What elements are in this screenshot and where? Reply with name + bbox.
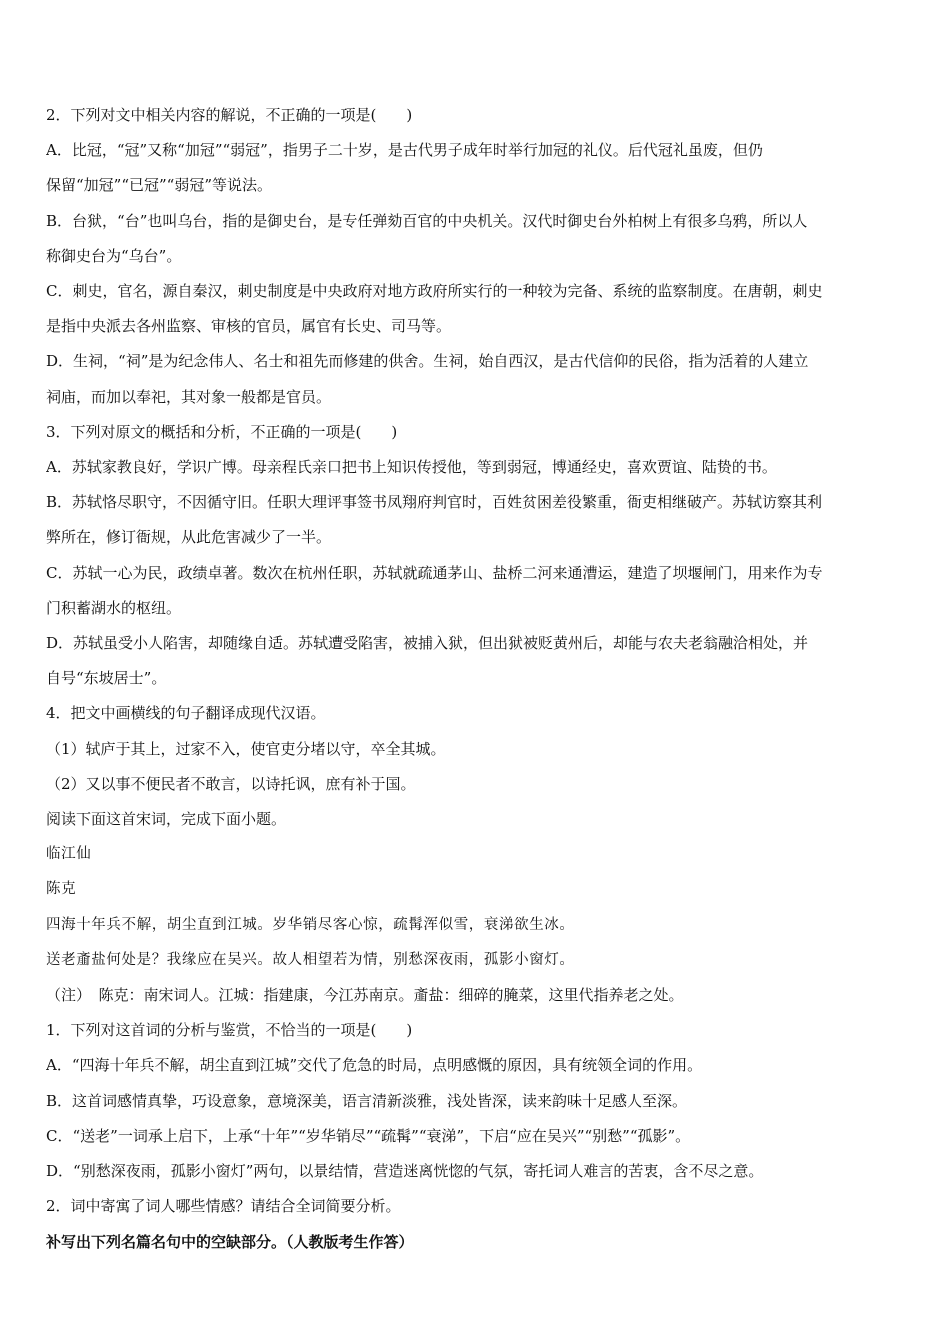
q4-sentence-2: （2）又以事不便民者不敢言，以诗托讽，庶有补于国。: [46, 774, 416, 793]
document-body: [46, 98, 908, 1260]
q2-option-c-line2: 是指中央派去各州监察、审核的官员，属官有长史、司马等。: [46, 317, 452, 336]
q3-option-c-line1: C．苏轼一心为民，政绩卓著。数次在杭州任职，苏轼就疏通茅山、盐桥二河来通漕运，建造了坝堰闸门，用来作为专: [46, 563, 823, 582]
q2-option-a-line2: 保留“加冠”“已冠”“弱冠”等说法。: [46, 176, 273, 195]
q2-option-d-line1: D．生祠，“祠”是为纪念伟人、名士和祖先而修建的供舍。生祠，始自西汉，是古代信仰的民俗，指为活着的人建立: [46, 352, 809, 371]
question-2-stem: 2．下列对文中相关内容的解说，不正确的一项是( ): [46, 106, 413, 124]
q3-option-b-line2: 弊所在，修订衙规，从此危害减少了一半。: [46, 528, 332, 547]
q3-option-b-line1: B．苏轼恪尽职守，不因循守旧。任职大理评事签书凤翔府判官时，百姓贫困差役繁重，衙吏相继破产。苏轼访察其利: [46, 493, 823, 512]
q4-sentence-1: （1）轼庐于其上，过家不入，使官吏分堵以守，卒全其城。: [46, 739, 446, 758]
poem-author: 陈克: [46, 881, 77, 898]
poem-title: 临江仙: [46, 846, 92, 863]
q3-option-d-line2: 自号“东坡居士”。: [46, 669, 167, 688]
q3-option-a: A．苏轼家教良好，学识广博。母亲程氏亲口把书上知识传授他，等到弱冠，博通经史，喜欢贾谊、陆贽的书。: [46, 458, 777, 477]
pq1-option-c: C．“送老”一词承上启下，上承“十年”“岁华销尽”“疏髯”“衰涕”，下启“应在吴兴”“别愁”“孤影”。: [46, 1126, 691, 1145]
q2-option-b-line2: 称御史台为“乌台”。: [46, 246, 182, 265]
poem-question-1-stem: 1．下列对这首词的分析与鉴赏，不恰当的一项是( ): [46, 1021, 413, 1040]
q2-option-d-line2: 祠庙，而加以奉祀，其对象一般都是官员。: [46, 387, 332, 406]
poem-question-2: 2．词中寄寓了词人哪些情感？请结合全词简要分析。: [46, 1197, 401, 1216]
question-3-stem: 3．下列对原文的概括和分析，不正确的一项是( ): [46, 422, 398, 441]
q3-option-c-line2: 门积蓄湖水的枢纽。: [46, 598, 182, 617]
question-4-stem: 4．把文中画横线的句子翻译成现代汉语。: [46, 704, 326, 723]
poem-stanza-2: 送老齑盐何处是？我缘应在吴兴。故人相望若为情，别愁深夜雨，孤影小窗灯。: [46, 951, 575, 968]
section-heading: 补写出下列名篇名句中的空缺部分。（人教版考生作答）: [46, 1232, 414, 1251]
poem-instruction: 阅读下面这首宋词，完成下面小题。: [46, 810, 287, 829]
pq1-option-a: A．“四海十年兵不解，胡尘直到江城”交代了危急的时局，点明感慨的原因，具有统领全词的作用。: [46, 1056, 703, 1075]
poem-stanza-1: 四海十年兵不解，胡尘直到江城。岁华销尽客心惊，疏髯浑似雪，衰涕欲生冰。: [46, 916, 575, 933]
pq1-option-b: B．这首词感情真挚，巧设意象，意境深美，语言清新淡雅，浅处皆深，读来韵味十足感人至深。: [46, 1091, 688, 1110]
q2-option-c-line1: C．刺史，官名，源自秦汉，刺史制度是中央政府对地方政府所实行的一种较为完备、系统的监察制度。在唐朝，刺史: [46, 282, 823, 301]
poem-note: （注） 陈克：南宋词人。江城：指建康，今江苏南京。齑盐：细碎的腌菜，这里代指养老之处。: [46, 986, 684, 1005]
q2-option-b-line1: B．台狱，“台”也叫乌台，指的是御史台，是专任弹劾百官的中央机关。汉代时御史台外柏树上有很多乌鸦，所以人: [46, 211, 808, 230]
pq1-option-d: D．“别愁深夜雨，孤影小窗灯”两句，以景结情，营造迷离恍惚的气氛，寄托词人难言的苦衷，含不尽之意。: [46, 1162, 764, 1181]
q2-option-a-line1: A．比冠，“冠”又称“加冠”“弱冠”，指男子二十岁，是古代男子成年时举行加冠的礼仪。后代冠礼虽废，但仍: [46, 141, 763, 160]
q3-option-d-line1: D．苏轼虽受小人陷害，却随缘自适。苏轼遭受陷害，被捕入狱，但出狱被贬黄州后，却能与农夫老翁融洽相处，并: [46, 634, 809, 653]
